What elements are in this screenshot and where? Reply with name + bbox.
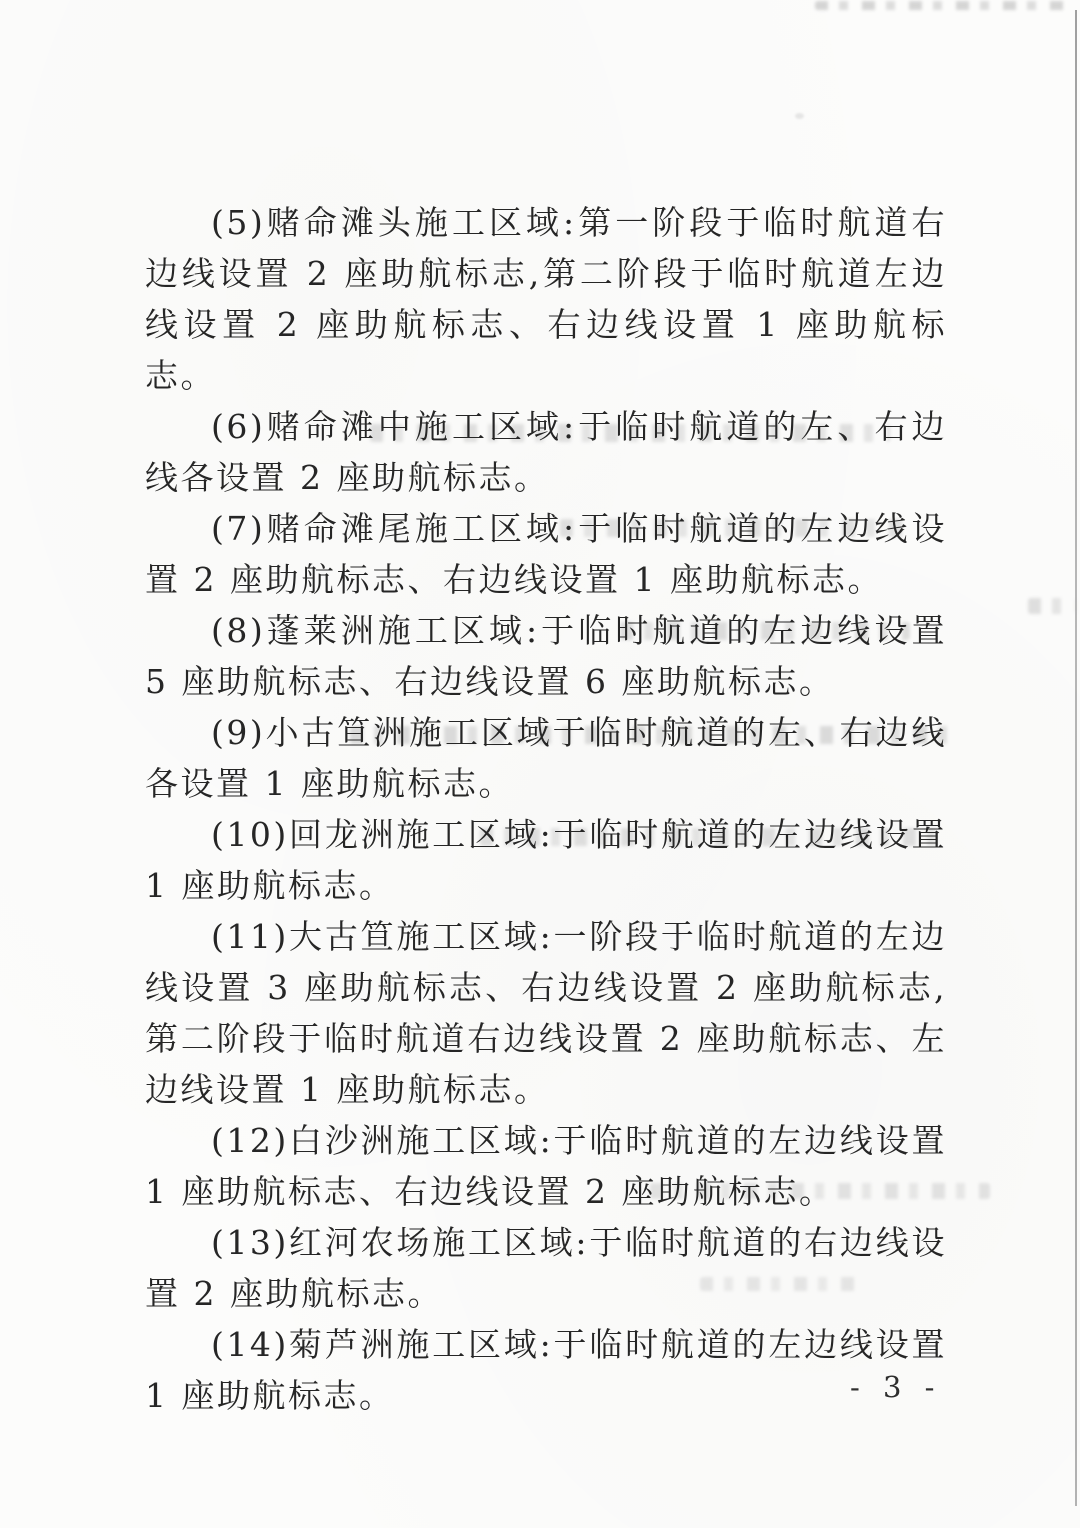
scan-edge-line (1075, 10, 1077, 1506)
page-number: - 3 - (850, 1370, 942, 1404)
bleedthrough-artifact (1028, 598, 1076, 614)
paragraph: (5)赌命滩头施工区域:第一阶段于临时航道右边线设置 2 座助航标志,第二阶段于临时航道左边线设置 2 座助航标志、右边线设置 1 座助航标志。 (145, 203, 947, 395)
paragraph: (12)白沙洲施工区域:于临时航道的左边线设置 1 座助航标志、右边线设置 2 座助航标志。 (145, 1121, 947, 1211)
paragraph: (7)赌命滩尾施工区域:于临时航道的左边线设置 2 座助航标志、右边线设置 1 座助航标志。 (145, 509, 947, 599)
bleedthrough-artifact (815, 1, 1070, 10)
paragraph: (10)回龙洲施工区域:于临时航道的左边线设置 1 座助航标志。 (145, 815, 947, 905)
paragraph: (6)赌命滩中施工区域:于临时航道的左、右边线各设置 2 座助航标志。 (145, 407, 947, 497)
paragraph: (11)大古笪施工区域:一阶段于临时航道的左边线设置 3 座助航标志、右边线设置 2 座助航标志,第二阶段于临时航道右边线设置 2 座助航标志、左边线设置 1 座助航标志。 (145, 917, 947, 1109)
paragraph: (9)小古笪洲施工区域于临时航道的左、右边线各设置 1 座助航标志。 (145, 713, 947, 803)
paragraph: (13)红河农场施工区域:于临时航道的右边线设置 2 座助航标志。 (145, 1223, 947, 1313)
paragraph: (8)蓬莱洲施工区域:于临时航道的左边线设置 5 座助航标志、右边线设置 6 座助航标志。 (145, 611, 947, 701)
paragraph: (14)菊芦洲施工区域:于临时航道的左边线设置 1 座助航标志。 (145, 1325, 947, 1415)
speck-artifact (795, 113, 804, 119)
document-body (145, 197, 947, 1421)
